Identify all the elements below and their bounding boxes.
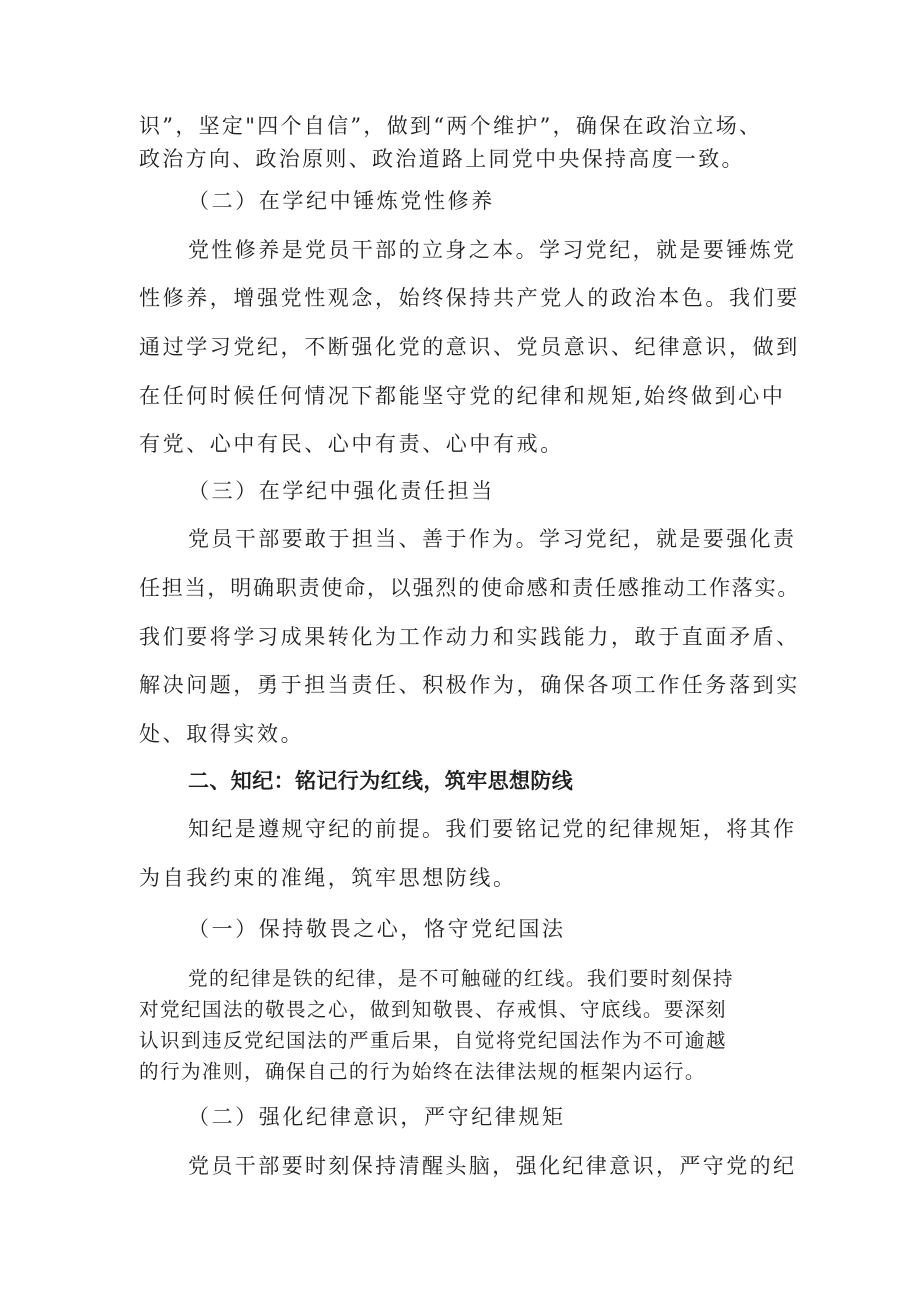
paragraph-line: 在任何时候任何情况下都能坚守党的纪律和规矩,始终做到心中 <box>139 384 786 408</box>
paragraph-line: 我们要将学习成果转化为工作动力和实践能力，敢于直面矛盾、 <box>139 625 800 649</box>
paragraph-line: 党的纪律是铁的纪律，是不可触碰的红线。我们要时刻保持 <box>188 967 734 990</box>
paragraph-line: 解决问题，勇于担当责任、积极作为，确保各项工作任务落到实 <box>139 673 800 697</box>
section-heading: 二、知纪：铭记行为红线，筑牢思想防线 <box>188 769 574 793</box>
paragraph-line: 任担当，明确职责使命，以强烈的使命感和责任感推动工作落实。 <box>139 576 801 600</box>
paragraph-line: 知纪是遵规守纪的前提。我们要铭记党的纪律规矩，将其作 <box>188 817 797 841</box>
paragraph-line: 认识到违反党纪国法的严重后果，自觉将党纪国法作为不可逾越 <box>139 1029 727 1052</box>
paragraph-line: 通过学习党纪，不断强化党的意识、党员意识、纪律意识，做到 <box>139 335 800 359</box>
subsection-heading: （一）保持敬畏之心，恪守党纪国法 <box>188 917 566 941</box>
subsection-heading: （三）在学纪中强化责任担当 <box>188 479 495 503</box>
subsection-heading: （二）在学纪中锤炼党性修养 <box>188 189 495 213</box>
paragraph-line: 党员干部要敢于担当、善于作为。学习党纪，就是要强化责 <box>188 527 797 551</box>
paragraph-line: 性修养，增强党性观念，始终保持共产党人的政治本色。我们要 <box>139 286 800 310</box>
paragraph-line: 处、取得实效。 <box>139 722 305 746</box>
paragraph-line: 对党纪国法的敬畏之心，做到知敬畏、存戒惧、守底线。要深刻 <box>139 998 727 1021</box>
paragraph-line: 党员干部要时刻保持清醒头脑，强化纪律意识，严守党的纪 <box>188 1154 797 1178</box>
paragraph-line: 为自我约束的准绳，筑牢思想防线。 <box>139 866 517 890</box>
paragraph-line: 识”，坚定"四个自信”，做到“两个维护”，确保在政治立场、 <box>139 114 763 138</box>
paragraph-line: 的行为准则，确保自己的行为始终在法律法规的框架内运行。 <box>139 1060 706 1083</box>
paragraph-line: 有党、心中有民、心中有责、心中有戒。 <box>139 432 564 456</box>
paragraph-line: 党性修养是党员干部的立身之本。学习党纪，就是要锤炼党 <box>188 238 797 262</box>
subsection-heading: （二）强化纪律意识，严守纪律规矩 <box>188 1105 566 1129</box>
paragraph-line: 政治方向、政治原则、政治道路上同党中央保持高度一致。 <box>139 147 745 171</box>
